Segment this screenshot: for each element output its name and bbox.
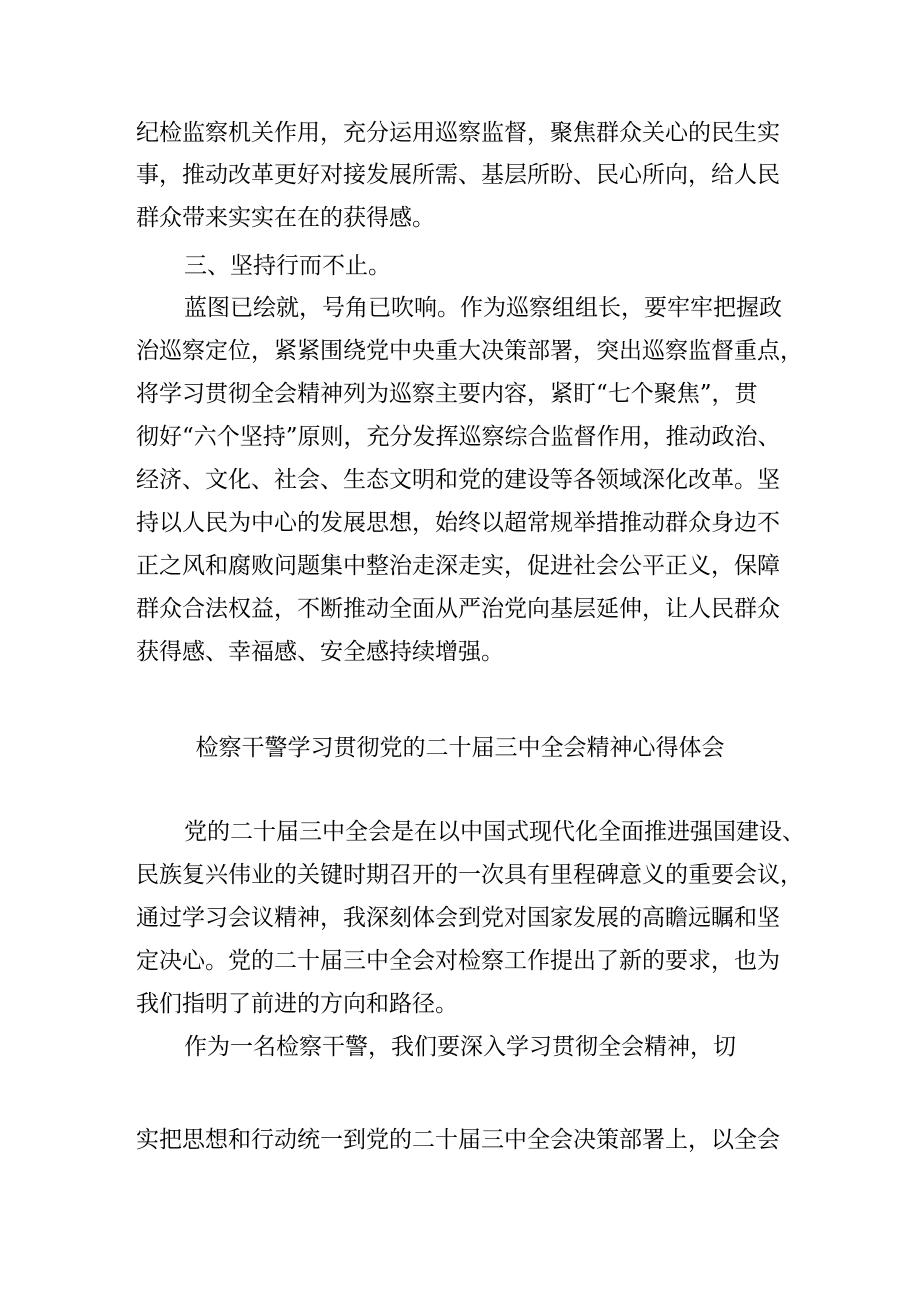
paragraph-line: 经济、文化、社会、生态文明和党的建设等各领域深化改革。坚 [136, 467, 780, 493]
paragraph-line: 治巡察定位，紧紧围绕党中央重大决策部署，突出巡察监督重点， [136, 338, 803, 364]
paragraph-line: 群众合法权益，不断推动全面从严治党向基层延伸，让人民群众 [136, 596, 780, 622]
section-heading: 三、坚持行而不止。 [184, 253, 391, 279]
paragraph-line: 彻好“六个坚持”原则，充分发挥巡察综合监督作用，推动政治、 [136, 424, 781, 450]
paragraph-line: 实把思想和行动统一到党的二十届三中全会决策部署上，以全会 [136, 1127, 780, 1153]
paragraph-line: 持以人民为中心的发展思想，始终以超常规举措推动群众身边不 [136, 510, 780, 536]
paragraph-line: 蓝图已绘就，号角已吹响。作为巡察组组长，要牢牢把握政 [184, 295, 782, 321]
paragraph-line: 正之风和腐败问题集中整治走深走实，促进社会公平正义，保障 [136, 553, 780, 579]
paragraph-line: 定决心。党的二十届三中全会对检察工作提出了新的要求，也为 [136, 948, 780, 974]
paragraph-line: 通过学习会议精神，我深刻体会到党对国家发展的高瞻远瞩和坚 [136, 905, 780, 931]
paragraph-line: 将学习贯彻全会精神列为巡察主要内容，紧盯“七个聚焦”，贯 [136, 381, 758, 407]
paragraph-line: 事，推动改革更好对接发展所需、基层所盼、民心所向，给人民 [136, 162, 780, 188]
paragraph-line: 作为一名检察干警，我们要深入学习贯彻全会精神，切 [184, 1034, 736, 1060]
paragraph-line: 群众带来实实在在的获得感。 [136, 205, 435, 231]
paragraph-line: 获得感、幸福感、安全感持续增强。 [136, 639, 504, 665]
paragraph-line: 纪检监察机关作用，充分运用巡察监督，聚焦群众关心的民生实 [136, 120, 780, 146]
article-title: 检察干警学习贯彻党的二十届三中全会精神心得体会 [195, 735, 725, 761]
paragraph-line: 党的二十届三中全会是在以中国式现代化全面推进强国建设、 [184, 819, 805, 845]
paragraph-line: 民族复兴伟业的关键时期召开的一次具有里程碑意义的重要会议， [136, 862, 803, 888]
paragraph-line: 我们指明了前进的方向和路径。 [136, 991, 458, 1017]
